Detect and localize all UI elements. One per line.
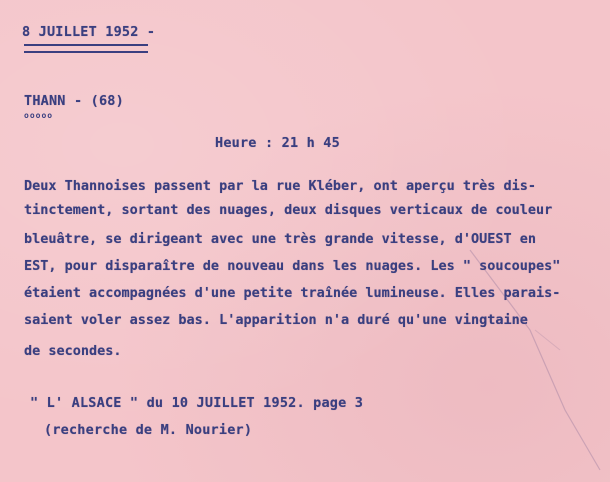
body-line-5: étaient accompagnées d'une petite traînée lumineuse. Elles parais- <box>24 285 561 301</box>
event-time: Heure : 21 h 45 <box>215 135 340 151</box>
location-heading: THANN - (68) <box>24 93 124 109</box>
body-line-1: Deux Thannoises passent par la rue Kléber, ont aperçu très dis- <box>24 178 537 194</box>
date-double-underline <box>24 44 148 53</box>
body-line-2: tinctement, sortant des nuages, deux disques verticaux de couleur <box>24 202 553 218</box>
report-date: 8 JUILLET 1952 - <box>22 24 156 40</box>
source-citation: " L' ALSACE " du 10 JUILLET 1952. page 3 <box>30 395 364 411</box>
body-line-4: EST, pour disparaître de nouveau dans les nuages. Les " soucoupes" <box>24 258 561 274</box>
body-line-7: de secondes. <box>24 343 122 359</box>
location-underline-marker: ooooo <box>24 111 54 120</box>
body-line-3: bleuâtre, se dirigeant avec une très grande vitesse, d'OUEST en <box>24 231 537 247</box>
body-line-6: saient voler assez bas. L'apparition n'a duré qu'une vingtaine <box>24 312 528 328</box>
research-credit: (recherche de M. Nourier) <box>44 422 253 438</box>
